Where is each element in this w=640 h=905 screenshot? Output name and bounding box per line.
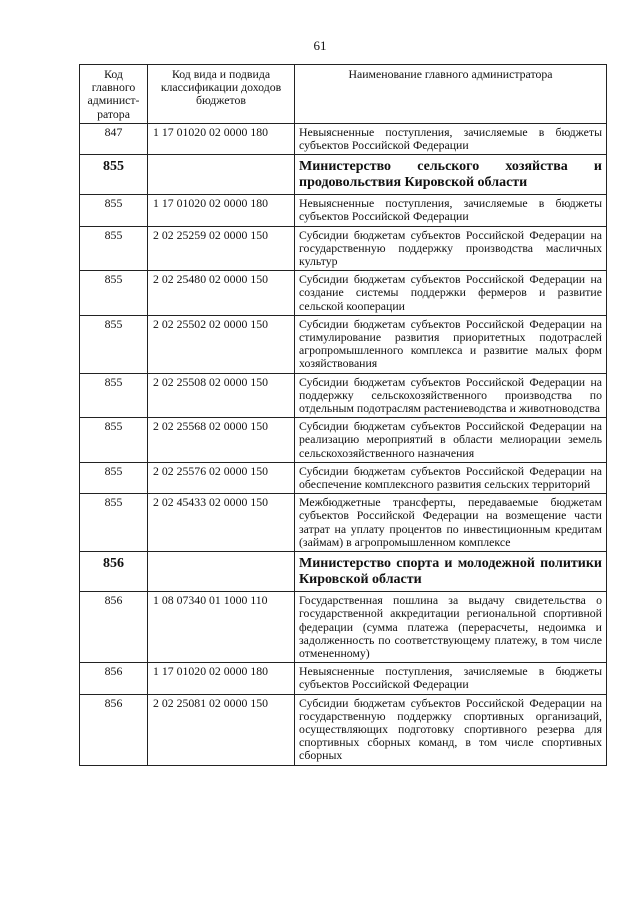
revenue-code-cell: 1 17 01020 02 0000 180 xyxy=(148,195,295,226)
admin-name-cell: Государственная пошлина за выдачу свидетельства о государственной аккредитации региональной спортивной федерации (сумма платежа (перерасчеты, недоимка и задолженность по соответствующему платежу, в том числе отмененному) xyxy=(295,592,607,663)
revenue-code-cell: 1 17 01020 02 0000 180 xyxy=(148,123,295,154)
admin-code-cell: 855 xyxy=(80,373,148,418)
admin-name-cell: Невыясненные поступления, зачисляемые в бюджеты субъектов Российской Федерации xyxy=(295,663,607,694)
revenue-code-cell: 1 17 01020 02 0000 180 xyxy=(148,663,295,694)
admin-code-cell: 855 xyxy=(80,271,148,316)
table-row xyxy=(80,494,607,552)
admin-name-cell: Министерство сельского хозяйства и продовольствия Кировской области xyxy=(295,155,607,195)
table-row xyxy=(80,373,607,418)
administrator-row xyxy=(80,552,607,592)
admin-name-cell: Субсидии бюджетам субъектов Российской Федерации на создание системы поддержки фермеров и развитие сельской кооперации xyxy=(295,271,607,316)
admin-code-cell: 856 xyxy=(80,592,148,663)
revenue-code-cell: 2 02 25502 02 0000 150 xyxy=(148,315,295,373)
admin-code-cell: 855 xyxy=(80,226,148,271)
page-number: 61 xyxy=(313,38,327,53)
revenue-code-cell: 2 02 25081 02 0000 150 xyxy=(148,694,295,765)
admin-name-cell: Субсидии бюджетам субъектов Российской Федерации на обеспечение комплексного развития сельских территорий xyxy=(295,462,607,493)
header-revenue-code: Код вида и подвида классификации доходов бюджетов xyxy=(148,65,295,124)
admin-name-cell: Межбюджетные трансферты, передаваемые бюджетам субъектов Российской Федерации на возмещение части затрат на уплату процентов по инвестиционным кредитам (займам) в агропромышленном комплексе xyxy=(295,494,607,552)
table-row xyxy=(80,315,607,373)
table-row xyxy=(80,271,607,316)
admin-code-cell: 855 xyxy=(80,195,148,226)
admin-code-cell: 847 xyxy=(80,123,148,154)
admin-name-cell: Субсидии бюджетам субъектов Российской Федерации на государственную поддержку производства масличных культур xyxy=(295,226,607,271)
admin-code-cell: 856 xyxy=(80,552,148,592)
admin-name-cell: Субсидии бюджетам субъектов Российской Федерации на государственную поддержку спортивных организаций, осуществляющих подготовку спортивного резерва для спортивных сборных команд, в том числе спортивных сборных xyxy=(295,694,607,765)
admin-name-cell: Министерство спорта и молодежной политики Кировской области xyxy=(295,552,607,592)
table-row xyxy=(80,195,607,226)
admin-code-cell: 855 xyxy=(80,418,148,463)
revenue-code-cell: 1 08 07340 01 1000 110 xyxy=(148,592,295,663)
admin-code-cell: 855 xyxy=(80,315,148,373)
table-header-row xyxy=(80,65,607,124)
header-admin-name: Наименование главного администратора xyxy=(295,65,607,124)
table-row xyxy=(80,663,607,694)
table-row xyxy=(80,592,607,663)
revenue-code-cell: 2 02 25259 02 0000 150 xyxy=(148,226,295,271)
admin-name-cell: Субсидии бюджетам субъектов Российской Федерации на поддержку сельскохозяйственного производства по отдельным подотраслям растениеводства и животноводства xyxy=(295,373,607,418)
header-admin-code: Код главного админист-ратора xyxy=(80,65,148,124)
table-row xyxy=(80,462,607,493)
administrator-row xyxy=(80,155,607,195)
admin-code-cell: 856 xyxy=(80,663,148,694)
admin-name-cell: Субсидии бюджетам субъектов Российской Федерации на реализацию мероприятий в области мелиорации земель сельскохозяйственного назначения xyxy=(295,418,607,463)
admin-code-cell: 856 xyxy=(80,694,148,765)
table-row xyxy=(80,694,607,765)
revenue-code-cell: 2 02 45433 02 0000 150 xyxy=(148,494,295,552)
admin-name-cell: Невыясненные поступления, зачисляемые в бюджеты субъектов Российской Федерации xyxy=(295,123,607,154)
table-row xyxy=(80,226,607,271)
admin-code-cell: 855 xyxy=(80,494,148,552)
table-row xyxy=(80,418,607,463)
revenue-code-cell: 2 02 25480 02 0000 150 xyxy=(148,271,295,316)
revenue-code-cell: 2 02 25568 02 0000 150 xyxy=(148,418,295,463)
revenue-administrators-table xyxy=(79,64,607,766)
admin-name-cell: Субсидии бюджетам субъектов Российской Федерации на стимулирование развития приоритетных подотраслей агропромышленного комплекса и развитие малых форм хозяйствования xyxy=(295,315,607,373)
revenue-code-cell: 2 02 25576 02 0000 150 xyxy=(148,462,295,493)
admin-code-cell: 855 xyxy=(80,155,148,195)
revenue-code-cell: 2 02 25508 02 0000 150 xyxy=(148,373,295,418)
admin-code-cell: 855 xyxy=(80,462,148,493)
revenue-code-cell xyxy=(148,552,295,592)
revenue-code-cell xyxy=(148,155,295,195)
admin-name-cell: Невыясненные поступления, зачисляемые в бюджеты субъектов Российской Федерации xyxy=(295,195,607,226)
table-row xyxy=(80,123,607,154)
